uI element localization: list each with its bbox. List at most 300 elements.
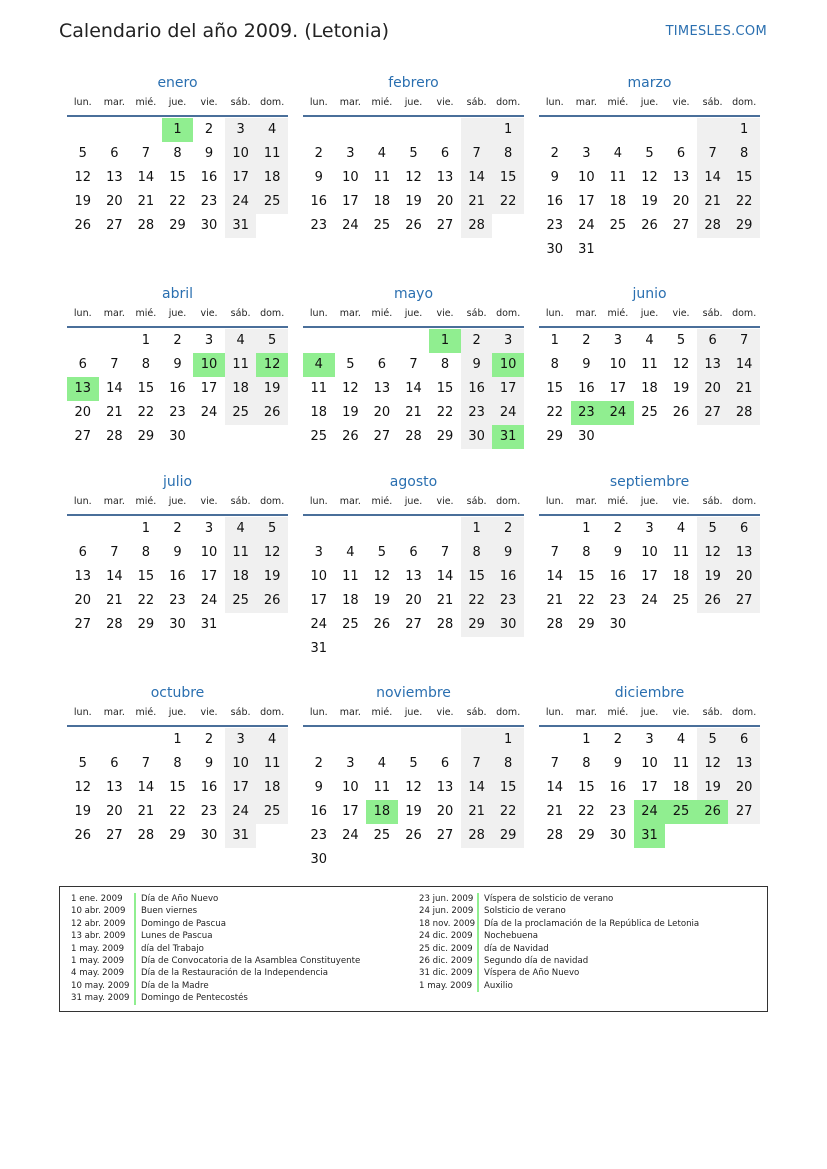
day-cell: 5 [409, 146, 418, 161]
holiday-day: 31 [492, 425, 524, 449]
day-grid [303, 118, 524, 238]
day-cell: 21 [106, 405, 123, 420]
weekday-label: sáb. [466, 308, 487, 319]
day-cell: 25 [342, 617, 359, 632]
day-cell: 19 [405, 804, 422, 819]
day-cell: 30 [169, 429, 186, 444]
day-cell: 27 [728, 589, 760, 613]
holiday-day: 24 [602, 401, 634, 425]
empty-cell [398, 329, 430, 353]
day-cell: 4 [377, 756, 387, 771]
day-cell: 15 [137, 569, 155, 584]
day-grid [67, 118, 288, 238]
day-cell: 22 [169, 804, 186, 819]
header-divider [303, 725, 524, 727]
day-cell: 21 [137, 194, 155, 209]
day-cell: 18 [342, 593, 359, 608]
day-cell: 13 [672, 170, 690, 185]
day-cell: 12 [405, 170, 422, 185]
day-cell: 13 [697, 353, 729, 377]
day-cell: 1 [141, 521, 151, 536]
day-cell: 16 [609, 569, 627, 584]
weekday-label: dom. [732, 308, 757, 319]
day-cell: 23 [609, 593, 627, 608]
day-cell: 18 [225, 565, 257, 589]
day-cell: 25 [225, 589, 257, 613]
day-cell: 25 [256, 800, 288, 824]
month-marzo [539, 74, 760, 262]
month-agosto [303, 473, 524, 661]
day-cell: 10 [609, 357, 627, 372]
day-cell: 21 [546, 593, 564, 608]
day-cell: 7 [440, 545, 450, 560]
weekday-label: lun. [309, 707, 328, 718]
empty-cell [366, 517, 398, 541]
weekday-label: jue. [640, 308, 659, 319]
day-cell: 17 [342, 804, 359, 819]
weekday-header [539, 707, 760, 721]
weekday-label: mar. [103, 308, 125, 319]
legend-holiday-name: Víspera de solsticio de verano [484, 894, 614, 904]
day-cell: 23 [546, 218, 564, 233]
day-cell: 11 [256, 142, 288, 166]
legend-holiday-name: Solsticio de verano [484, 906, 566, 917]
empty-cell [398, 728, 430, 752]
month-title: agosto [389, 474, 438, 490]
legend-date: 10 abr. 2009 [68, 905, 136, 917]
day-cell: 27 [74, 617, 92, 632]
day-cell: 27 [728, 800, 760, 824]
day-cell: 15 [578, 780, 595, 795]
day-cell: 16 [609, 780, 627, 795]
day-cell: 22 [492, 800, 524, 824]
header-divider [67, 326, 288, 328]
day-cell: 22 [578, 804, 595, 819]
weekday-label: mar. [339, 97, 361, 108]
empty-cell [99, 329, 131, 353]
weekday-label: lun. [545, 496, 564, 507]
legend-date: 1 may. 2009 [68, 955, 136, 967]
day-cell: 14 [461, 166, 493, 190]
day-cell: 25 [256, 190, 288, 214]
day-cell: 17 [578, 194, 595, 209]
day-cell: 25 [373, 828, 391, 843]
day-cell: 6 [377, 357, 387, 372]
day-cell: 26 [256, 401, 288, 425]
day-cell: 28 [436, 617, 454, 632]
day-cell: 23 [169, 593, 186, 608]
legend-row [68, 905, 360, 917]
day-cell: 12 [672, 357, 690, 372]
day-cell: 15 [492, 166, 524, 190]
day-grid [303, 517, 524, 661]
day-cell: 28 [106, 429, 123, 444]
day-cell: 14 [137, 780, 155, 795]
day-cell: 19 [256, 565, 288, 589]
day-cell: 24 [492, 401, 524, 425]
day-cell: 24 [225, 800, 257, 824]
day-cell: 1 [492, 728, 524, 752]
empty-cell [303, 517, 335, 541]
weekday-label: sáb. [702, 707, 723, 718]
day-cell: 10 [225, 752, 257, 776]
day-cell: 22 [492, 190, 524, 214]
weekday-label: lun. [309, 308, 328, 319]
day-cell: 16 [169, 569, 186, 584]
day-cell: 15 [137, 381, 155, 396]
empty-cell [303, 728, 335, 752]
holiday-day: 31 [634, 824, 666, 848]
day-cell: 8 [440, 357, 450, 372]
day-cell: 16 [546, 194, 564, 209]
day-cell: 22 [436, 405, 454, 420]
legend-date: 24 dic. 2009 [416, 930, 479, 942]
weekday-label: lun. [309, 97, 328, 108]
day-cell: 29 [169, 218, 186, 233]
day-cell: 8 [141, 545, 151, 560]
weekday-label: dom. [732, 97, 757, 108]
legend-holiday-name: Día de la proclamación de la República de Letonia [484, 918, 700, 929]
holiday-day: 23 [571, 401, 603, 425]
day-cell: 23 [609, 804, 627, 819]
weekday-header [539, 496, 760, 510]
day-cell: 11 [672, 545, 690, 560]
day-cell: 8 [582, 545, 591, 560]
day-cell: 14 [106, 381, 123, 396]
day-cell: 6 [78, 545, 87, 560]
day-cell: 3 [314, 545, 323, 560]
day-cell: 26 [672, 405, 690, 420]
day-cell: 19 [672, 381, 690, 396]
empty-cell [461, 118, 493, 142]
weekday-label: dom. [732, 707, 757, 718]
month-title: febrero [388, 75, 439, 91]
day-cell: 4 [676, 521, 686, 536]
day-cell: 23 [310, 218, 328, 233]
day-cell: 25 [225, 401, 257, 425]
day-cell: 19 [405, 194, 422, 209]
day-cell: 15 [169, 170, 186, 185]
day-cell: 10 [225, 142, 257, 166]
day-cell: 11 [225, 353, 257, 377]
empty-cell [697, 118, 729, 142]
weekday-label: mié. [371, 496, 393, 507]
legend-row [68, 943, 360, 955]
day-cell: 1 [141, 333, 151, 348]
day-cell: 13 [106, 170, 123, 185]
legend-date: 31 may. 2009 [68, 992, 136, 1004]
weekday-label: vie. [200, 496, 218, 507]
day-cell: 17 [492, 377, 524, 401]
day-cell: 24 [200, 405, 218, 420]
day-cell: 19 [697, 776, 729, 800]
day-cell: 5 [697, 728, 729, 752]
weekday-label: lun. [545, 308, 564, 319]
day-cell: 11 [310, 381, 328, 396]
day-cell: 1 [173, 732, 182, 747]
day-cell: 2 [314, 146, 323, 161]
weekday-label: mar. [575, 496, 597, 507]
month-febrero [303, 74, 524, 238]
day-cell: 9 [582, 357, 591, 372]
weekday-label: dom. [496, 308, 521, 319]
day-cell: 29 [578, 828, 595, 843]
weekday-label: jue. [404, 707, 423, 718]
day-cell: 17 [342, 194, 359, 209]
day-cell: 22 [169, 194, 186, 209]
day-cell: 14 [106, 569, 123, 584]
empty-cell [429, 728, 461, 752]
day-cell: 20 [436, 194, 454, 209]
day-grid [539, 329, 760, 449]
day-cell: 18 [256, 166, 288, 190]
empty-cell [429, 118, 461, 142]
day-cell: 14 [461, 776, 493, 800]
empty-cell [398, 517, 430, 541]
legend-holiday-name: Domingo de Pentecostés [141, 993, 248, 1004]
day-cell: 11 [256, 752, 288, 776]
day-cell: 19 [74, 804, 92, 819]
legend-date: 10 may. 2009 [68, 980, 136, 992]
empty-cell [335, 118, 367, 142]
holiday-day: 25 [665, 800, 697, 824]
day-cell: 20 [373, 405, 391, 420]
header-divider [67, 514, 288, 516]
empty-cell [335, 728, 367, 752]
day-cell: 1 [492, 118, 524, 142]
day-cell: 26 [74, 218, 92, 233]
day-cell: 30 [200, 828, 218, 843]
day-cell: 23 [169, 405, 186, 420]
day-cell: 18 [609, 194, 627, 209]
weekday-label: dom. [496, 496, 521, 507]
day-cell: 7 [550, 545, 559, 560]
weekday-label: lun. [73, 496, 92, 507]
weekday-label: vie. [672, 308, 690, 319]
day-cell: 14 [137, 170, 155, 185]
header-divider [67, 725, 288, 727]
weekday-label: jue. [168, 707, 187, 718]
day-cell: 12 [342, 381, 359, 396]
month-diciembre [539, 684, 760, 848]
day-cell: 2 [204, 122, 214, 137]
weekday-label: dom. [260, 308, 285, 319]
weekday-label: sáb. [466, 97, 487, 108]
day-cell: 16 [310, 804, 328, 819]
day-cell: 3 [645, 521, 654, 536]
day-cell: 12 [256, 541, 288, 565]
month-title: octubre [150, 685, 205, 701]
day-cell: 7 [550, 756, 559, 771]
day-cell: 12 [373, 569, 391, 584]
day-cell: 3 [225, 728, 257, 752]
day-cell: 26 [342, 429, 359, 444]
legend-holiday-name: día del Trabajo [141, 943, 204, 954]
empty-cell [429, 517, 461, 541]
weekday-label: sáb. [230, 97, 251, 108]
day-cell: 28 [405, 429, 422, 444]
day-cell: 19 [256, 377, 288, 401]
day-cell: 25 [373, 218, 391, 233]
day-cell: 10 [641, 756, 658, 771]
holiday-day: 4 [303, 353, 335, 377]
weekday-label: sáb. [230, 707, 251, 718]
day-cell: 21 [546, 804, 564, 819]
empty-cell [303, 329, 335, 353]
day-cell: 25 [310, 429, 328, 444]
day-cell: 15 [546, 381, 564, 396]
day-cell: 26 [641, 218, 658, 233]
day-cell: 12 [74, 780, 92, 795]
legend-row [416, 893, 699, 905]
day-cell: 10 [641, 545, 658, 560]
day-cell: 20 [74, 593, 92, 608]
day-cell: 28 [137, 218, 155, 233]
day-cell: 7 [141, 146, 151, 161]
day-cell: 4 [225, 517, 257, 541]
legend-date: 25 dic. 2009 [416, 943, 479, 955]
day-cell: 28 [728, 401, 760, 425]
weekday-label: mié. [371, 707, 393, 718]
weekday-label: vie. [672, 707, 690, 718]
weekday-label: mié. [607, 707, 629, 718]
weekday-label: mié. [607, 97, 629, 108]
holiday-day: 10 [193, 353, 225, 377]
day-cell: 10 [342, 780, 359, 795]
day-cell: 9 [173, 545, 182, 560]
day-cell: 20 [728, 565, 760, 589]
day-cell: 9 [613, 756, 623, 771]
empty-cell [67, 728, 99, 752]
day-cell: 27 [436, 218, 454, 233]
day-cell: 8 [728, 142, 760, 166]
weekday-label: vie. [200, 308, 218, 319]
day-cell: 16 [461, 377, 493, 401]
weekday-label: dom. [496, 707, 521, 718]
weekday-header [303, 496, 524, 510]
day-cell: 7 [141, 756, 151, 771]
month-julio [67, 473, 288, 637]
day-cell: 24 [342, 218, 359, 233]
day-cell: 12 [74, 170, 92, 185]
weekday-header [67, 308, 288, 322]
day-cell: 29 [461, 613, 493, 637]
day-cell: 17 [200, 569, 218, 584]
day-cell: 5 [676, 333, 686, 348]
weekday-label: mié. [135, 97, 157, 108]
day-cell: 27 [106, 218, 123, 233]
day-cell: 17 [641, 569, 658, 584]
legend-date: 24 jun. 2009 [416, 905, 479, 917]
day-cell: 23 [200, 804, 218, 819]
day-cell: 3 [346, 756, 355, 771]
weekday-label: jue. [404, 97, 423, 108]
legend-date: 1 ene. 2009 [68, 893, 136, 905]
weekday-header [539, 97, 760, 111]
day-cell: 21 [728, 377, 760, 401]
legend-holiday-name: Día de la Madre [141, 980, 209, 991]
legend-row [68, 893, 360, 905]
day-cell: 29 [546, 429, 564, 444]
month-abril [67, 285, 288, 449]
day-grid [67, 517, 288, 637]
day-cell: 5 [78, 756, 87, 771]
day-cell: 5 [645, 146, 654, 161]
day-cell: 4 [676, 732, 686, 747]
weekday-label: dom. [732, 496, 757, 507]
day-cell: 7 [110, 545, 119, 560]
day-cell: 8 [173, 756, 182, 771]
day-cell: 9 [461, 353, 493, 377]
legend-date: 12 abr. 2009 [68, 918, 136, 930]
day-cell: 21 [461, 190, 493, 214]
holiday-legend [59, 886, 768, 1012]
legend-holiday-name: Auxilio [484, 980, 513, 991]
empty-cell [539, 728, 571, 752]
empty-cell [366, 118, 398, 142]
day-cell: 5 [377, 545, 387, 560]
day-cell: 22 [137, 593, 155, 608]
day-cell: 15 [492, 776, 524, 800]
weekday-label: mié. [371, 97, 393, 108]
day-cell: 24 [641, 593, 658, 608]
holiday-day: 13 [67, 377, 99, 401]
brand-link[interactable]: TIMESLES.COM [665, 24, 767, 39]
day-cell: 2 [173, 521, 182, 536]
empty-cell [99, 728, 131, 752]
day-cell: 29 [578, 617, 595, 632]
weekday-label: jue. [404, 308, 423, 319]
holiday-day: 26 [697, 800, 729, 824]
day-grid [67, 728, 288, 848]
day-cell: 20 [728, 776, 760, 800]
day-grid [539, 517, 760, 637]
empty-cell [67, 329, 99, 353]
weekday-label: mié. [135, 308, 157, 319]
day-cell: 3 [645, 732, 654, 747]
day-cell: 2 [314, 756, 323, 771]
day-cell: 14 [546, 780, 564, 795]
day-cell: 6 [676, 146, 686, 161]
weekday-label: mié. [607, 308, 629, 319]
day-cell: 20 [106, 804, 123, 819]
page-title: Calendario del año 2009. (Letonia) [59, 20, 390, 42]
day-cell: 27 [436, 828, 454, 843]
day-cell: 8 [492, 752, 524, 776]
day-cell: 9 [314, 780, 323, 795]
day-cell: 5 [256, 517, 288, 541]
day-cell: 6 [440, 756, 450, 771]
empty-cell [303, 118, 335, 142]
weekday-label: lun. [545, 707, 564, 718]
legend-holiday-name: Víspera de Año Nuevo [484, 968, 580, 979]
day-cell: 16 [200, 780, 218, 795]
day-cell: 7 [728, 329, 760, 353]
day-cell: 24 [342, 828, 359, 843]
weekday-label: jue. [168, 308, 187, 319]
day-cell: 25 [609, 218, 627, 233]
weekday-label: jue. [640, 496, 659, 507]
weekday-label: vie. [200, 97, 218, 108]
day-cell: 19 [697, 565, 729, 589]
empty-cell [571, 118, 603, 142]
empty-cell [130, 118, 162, 142]
weekday-header [303, 308, 524, 322]
day-cell: 16 [310, 194, 328, 209]
day-cell: 9 [492, 541, 524, 565]
day-cell: 25 [672, 593, 690, 608]
day-cell: 4 [256, 728, 288, 752]
